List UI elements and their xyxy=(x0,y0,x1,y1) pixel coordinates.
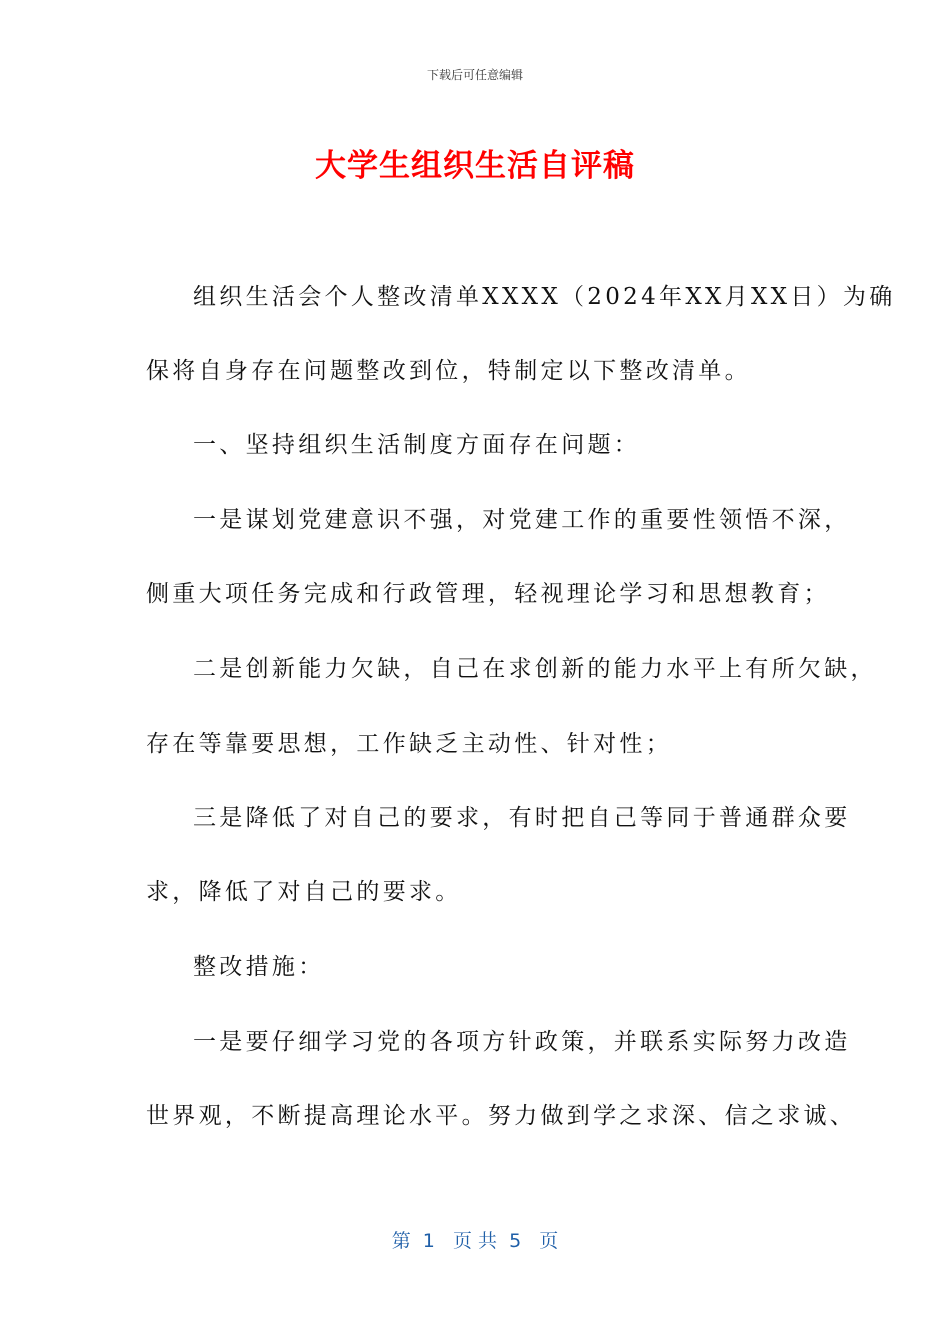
paragraph-line: 存在等靠要思想，工作缺乏主动性、针对性； xyxy=(146,731,672,757)
paragraph-line: 求，降低了对自己的要求。 xyxy=(146,879,462,905)
paragraph-line: 一是谋划党建意识不强，对党建工作的重要性领悟不深， xyxy=(193,507,851,533)
page-header-note: 下载后可任意编辑 xyxy=(426,68,523,82)
paragraph-line: 三是降低了对自己的要求，有时把自己等同于普通群众要 xyxy=(193,805,851,831)
paragraph-line: 一是要仔细学习党的各项方针政策，并联系实际努力改造 xyxy=(193,1029,851,1055)
paragraph-line: 世界观，不断提高理论水平。努力做到学之求深、信之求诚、 xyxy=(146,1103,857,1129)
page-number-footer: 第 1 页 共 5 页 xyxy=(391,1230,559,1252)
document-title: 大学生组织生活自评稿 xyxy=(315,148,635,184)
paragraph-line: 保将自身存在问题整改到位，特制定以下整改清单。 xyxy=(146,358,751,384)
paragraph-line: 二是创新能力欠缺，自己在求创新的能力水平上有所欠缺， xyxy=(193,656,877,682)
section-heading: 一、坚持组织生活制度方面存在问题： xyxy=(193,432,641,458)
section-heading: 整改措施： xyxy=(193,954,325,980)
paragraph-line: 侧重大项任务完成和行政管理，轻视理论学习和思想教育； xyxy=(146,581,830,607)
paragraph-line: 组织生活会个人整改清单XXXX（2024年XX月XX日）为确 xyxy=(193,284,896,310)
